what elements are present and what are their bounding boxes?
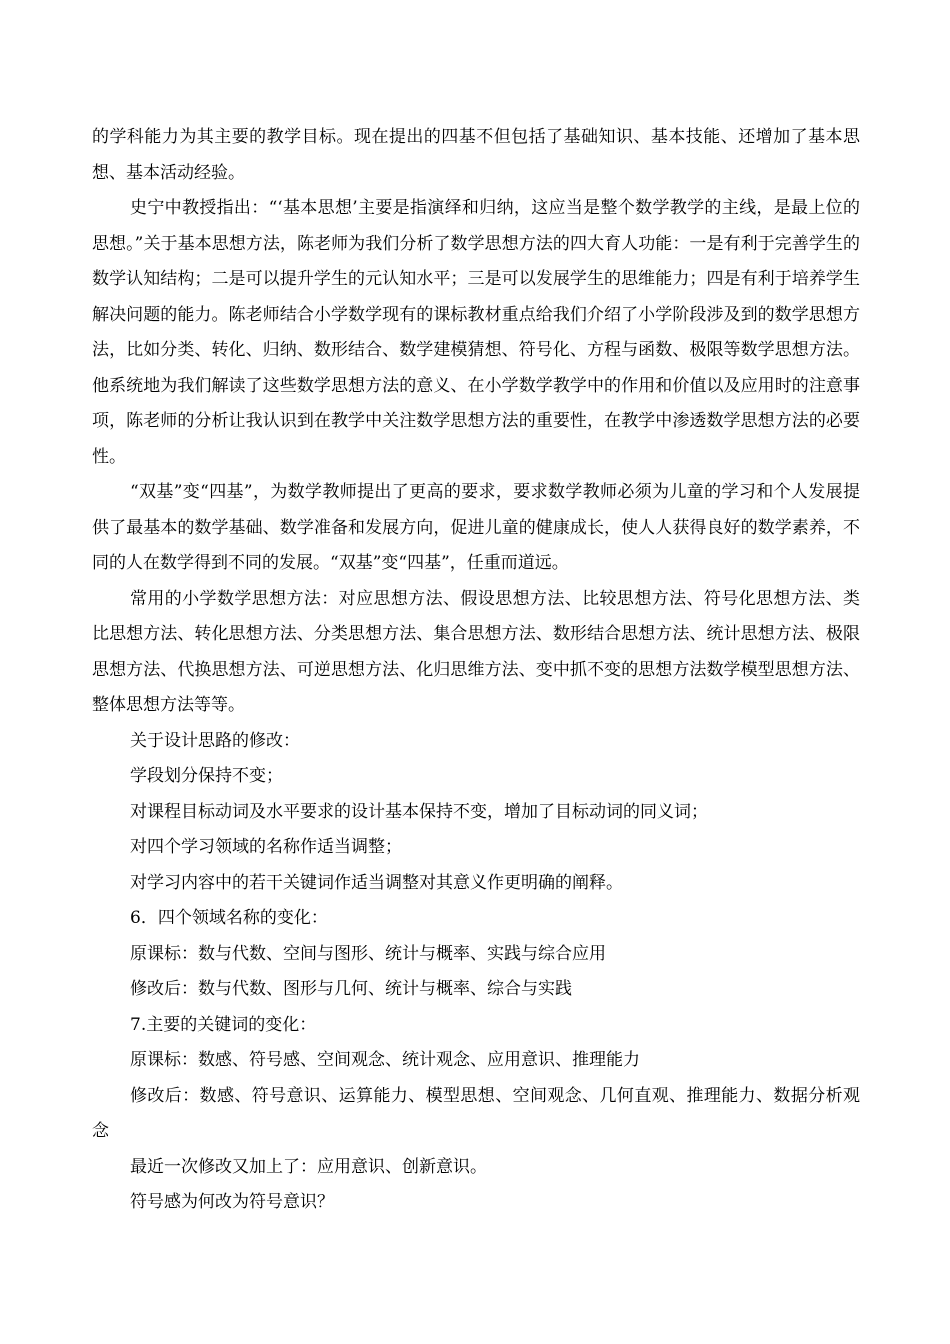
paragraph-domain-changes-heading: 6．四个领域名称的变化： xyxy=(130,908,328,928)
paragraph-original-keywords: 原课标：数感、符号感、空间观念、统计观念、应用意识、推理能力 xyxy=(130,1050,640,1070)
paragraph-revised-keywords: 修改后：数感、符号意识、运算能力、模型思想、空间观念、几何直观、推理能力、数据分析观念 xyxy=(92,1085,860,1141)
paragraph-latest-additions: 最近一次修改又加上了：应用意识、创新意识。 xyxy=(130,1156,487,1177)
paragraph-original-domains: 原课标：数与代数、空间与图形、统计与概率、实践与综合应用 xyxy=(130,943,606,964)
paragraph-keywords-adjust: 对学习内容中的若干关键词作适当调整对其意义作更明确的阐释。 xyxy=(130,872,623,893)
paragraph-design-changes-heading: 关于设计思路的修改： xyxy=(130,730,300,751)
paragraph-two-to-four-basics: “双基”变“四基”，为数学教师提出了更高的要求，要求数学教师必须为儿童的学习和个人发展提供了最基本的数学基础、数学准备和发展方向，促进儿童的健康成长，使人人获得良好的数学素养，不同的人在数学得到不同的发展。“双基”变“四基”，任重而道远。 xyxy=(92,482,860,573)
paragraph-basic-thinking: 史宁中教授指出：“‘基本思想’主要是指演绎和归纳，这应当是整个数学教学的主线，是最上位的思想。”关于基本思想方法，陈老师为我们分析了数学思想方法的四大育人功能：一是有利于完善学生的数学认知结构；二是可以提升学生的元认知水平；三是可以发展学生的思维能力；四是有利于培养学生解决问题的能力。陈老师结合小学数学现有的课标教材重点给我们介绍了小学阶段涉及到的数学思想方法，比如分类、转化、归纳、数形结合、数学建模猜想、符号化、方程与函数、极限等数学思想方法。他系统地为我们解读了这些数学思想方法的意义、在小学数学教学中的作用和价值以及应用时的注意事项，陈老师的分析让我认识到在教学中关注数学思想方法的重要性，在教学中渗透数学思想方法的必要性。 xyxy=(92,198,860,467)
paragraph-domain-names-adjust: 对四个学习领域的名称作适当调整； xyxy=(130,837,402,857)
paragraph-symbol-question: 符号感为何改为符号意识？ xyxy=(130,1192,334,1212)
paragraph-goal-verbs: 对课程目标动词及水平要求的设计基本保持不变，增加了目标动词的同义词； xyxy=(130,801,708,822)
paragraph-common-methods: 常用的小学数学思想方法：对应思想方法、假设思想方法、比较思想方法、符号化思想方法、类比思想方法、转化思想方法、分类思想方法、集合思想方法、数形结合思想方法、统计思想方法、极限思想方法、代换思想方法、可逆思想方法、化归思维方法、变中抓不变的思想方法数学模型思想方法、整体思想方法等等。 xyxy=(92,588,860,715)
document-body xyxy=(92,120,860,1221)
paragraph-revised-domains: 修改后：数与代数、图形与几何、统计与概率、综合与实践 xyxy=(130,979,572,999)
paragraph-keyword-changes-heading: 7.主要的关键词的变化： xyxy=(130,1014,317,1035)
paragraph-stage-division: 学段划分保持不变； xyxy=(130,766,283,786)
paragraph-teaching-goals: 的学科能力为其主要的教学目标。现在提出的四基不但包括了基础知识、基本技能、还增加了基本思想、基本活动经验。 xyxy=(92,127,860,183)
